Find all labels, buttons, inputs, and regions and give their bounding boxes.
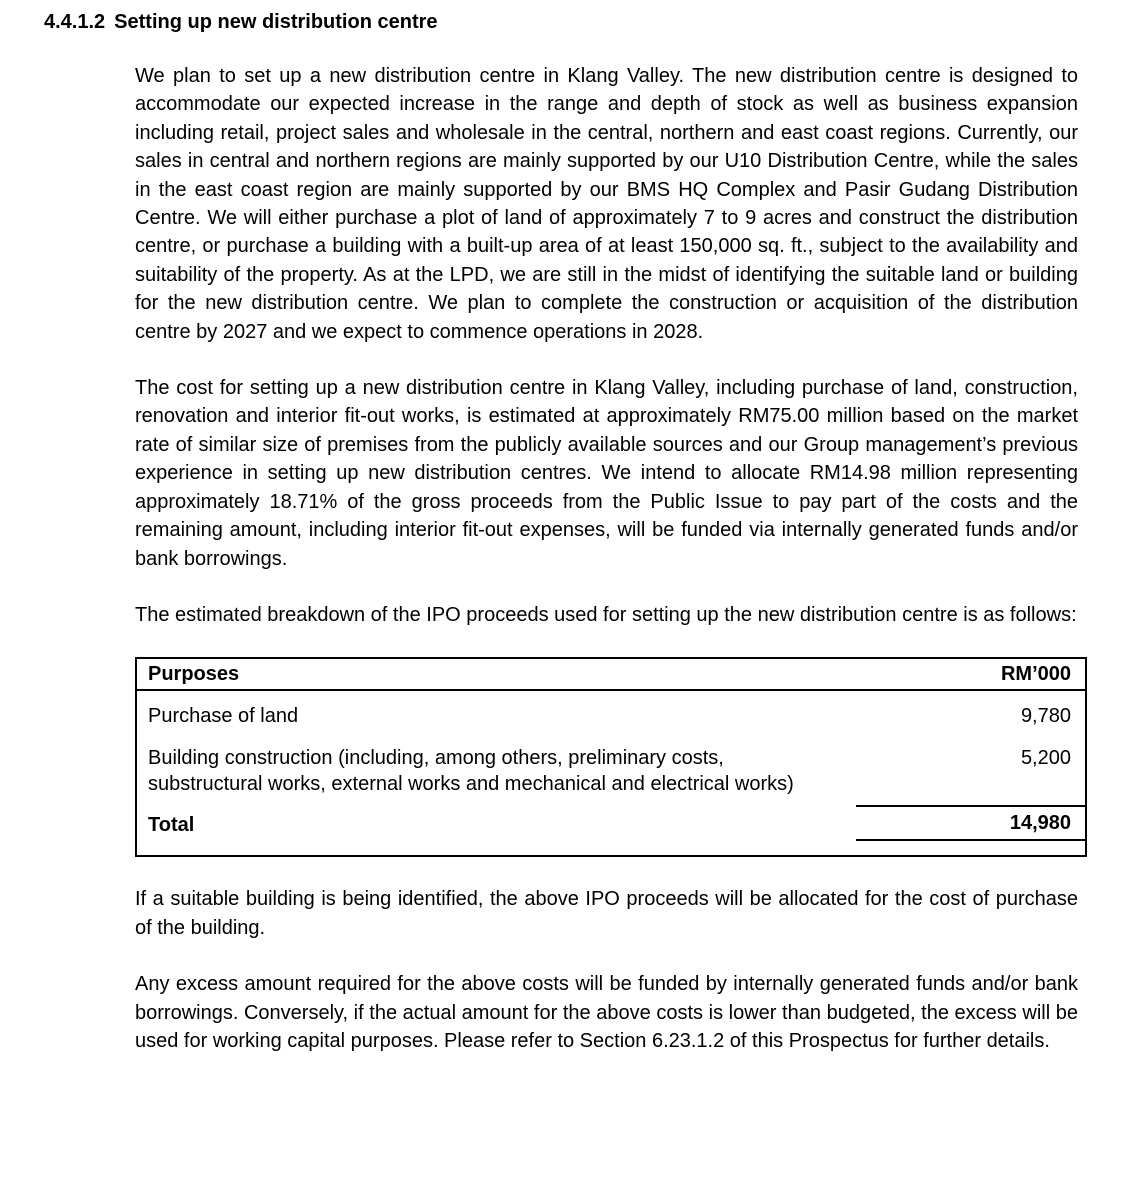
section-number: 4.4.1.2 <box>44 11 106 33</box>
body-paragraph-3: The estimated breakdown of the IPO proceeds used for setting up the new distribution centre is as follows: <box>135 603 1077 626</box>
table-header-amount: RM’000 <box>1000 663 1071 686</box>
total-amount: 14,980 <box>856 805 1085 841</box>
table-header-purposes: Purposes <box>148 663 240 686</box>
table-bottom-spacer <box>137 841 1085 855</box>
table-header-row <box>137 659 1085 691</box>
ipo-proceeds-table <box>135 657 1087 857</box>
body-paragraph-2: The cost for setting up a new distribution centre in Klang Valley, including purchase of land, construction, renovation and interior fit-out works, is estimated at approximately RM75.00 million based on the market rate of similar size of premises from the publicly available sources and our Group management’s previous experience in setting up new distribution centres. We intend to allocate RM14.98 million representing approximately 18.71% of the gross proceeds from the Public Issue to pay part of the costs and the remaining amount, including interior fit-out expenses, will be funded via internally generated funds and/or bank borrowings. <box>135 377 1078 570</box>
amount-cell: 5,200 <box>1020 747 1071 770</box>
total-label: Total <box>148 814 195 837</box>
table-row-purchase-of-land <box>137 703 1085 729</box>
table-total-row <box>137 805 1085 841</box>
section-heading <box>0 0 1140 36</box>
purpose-cell: Building construction (including, among others, preliminary costs, substructural works, external works and mechanical and electrical works) <box>148 747 794 796</box>
section-title: Setting up new distribution centre <box>114 11 438 33</box>
body-paragraph-5: Any excess amount required for the above costs will be funded by internally generated funds and/or bank borrowings. Conversely, if the actual amount for the above costs is lower than budgeted, the excess will be used for working capital purposes. Please refer to Section 6.23.1.2 of this Prospectus for further details. <box>135 973 1078 1052</box>
body-paragraph-1: We plan to set up a new distribution centre in Klang Valley. The new distribution centre is designed to accommodate our expected increase in the range and depth of stock as well as business expansion including retail, project sales and wholesale in the central, northern and east coast regions. Currently, our sales in central and northern regions are mainly supported by our U10 Distribution Centre, while the sales in the east coast region are mainly supported by our BMS HQ Complex and Pasir Gudang Distribution Centre. We will either purchase a plot of land of approximately 7 to 9 acres and construct the distribution centre, or purchase a building with a built-up area of at least 150,000 sq. ft., subject to the availability and suitability of the property. As at the LPD, we are still in the midst of identifying the suitable land or building for the new distribution centre. We plan to complete the construction or acquisition of the distribution centre by 2027 and we expect to commence operations in 2028. <box>135 65 1078 343</box>
table-row-building-construction <box>137 745 1085 797</box>
purpose-cell: Purchase of land <box>148 705 299 728</box>
body-paragraph-4: If a suitable building is being identified, the above IPO proceeds will be allocated for the cost of purchase of the building. <box>135 888 1078 939</box>
document-body <box>135 62 1078 1055</box>
amount-cell: 9,780 <box>1020 705 1071 728</box>
